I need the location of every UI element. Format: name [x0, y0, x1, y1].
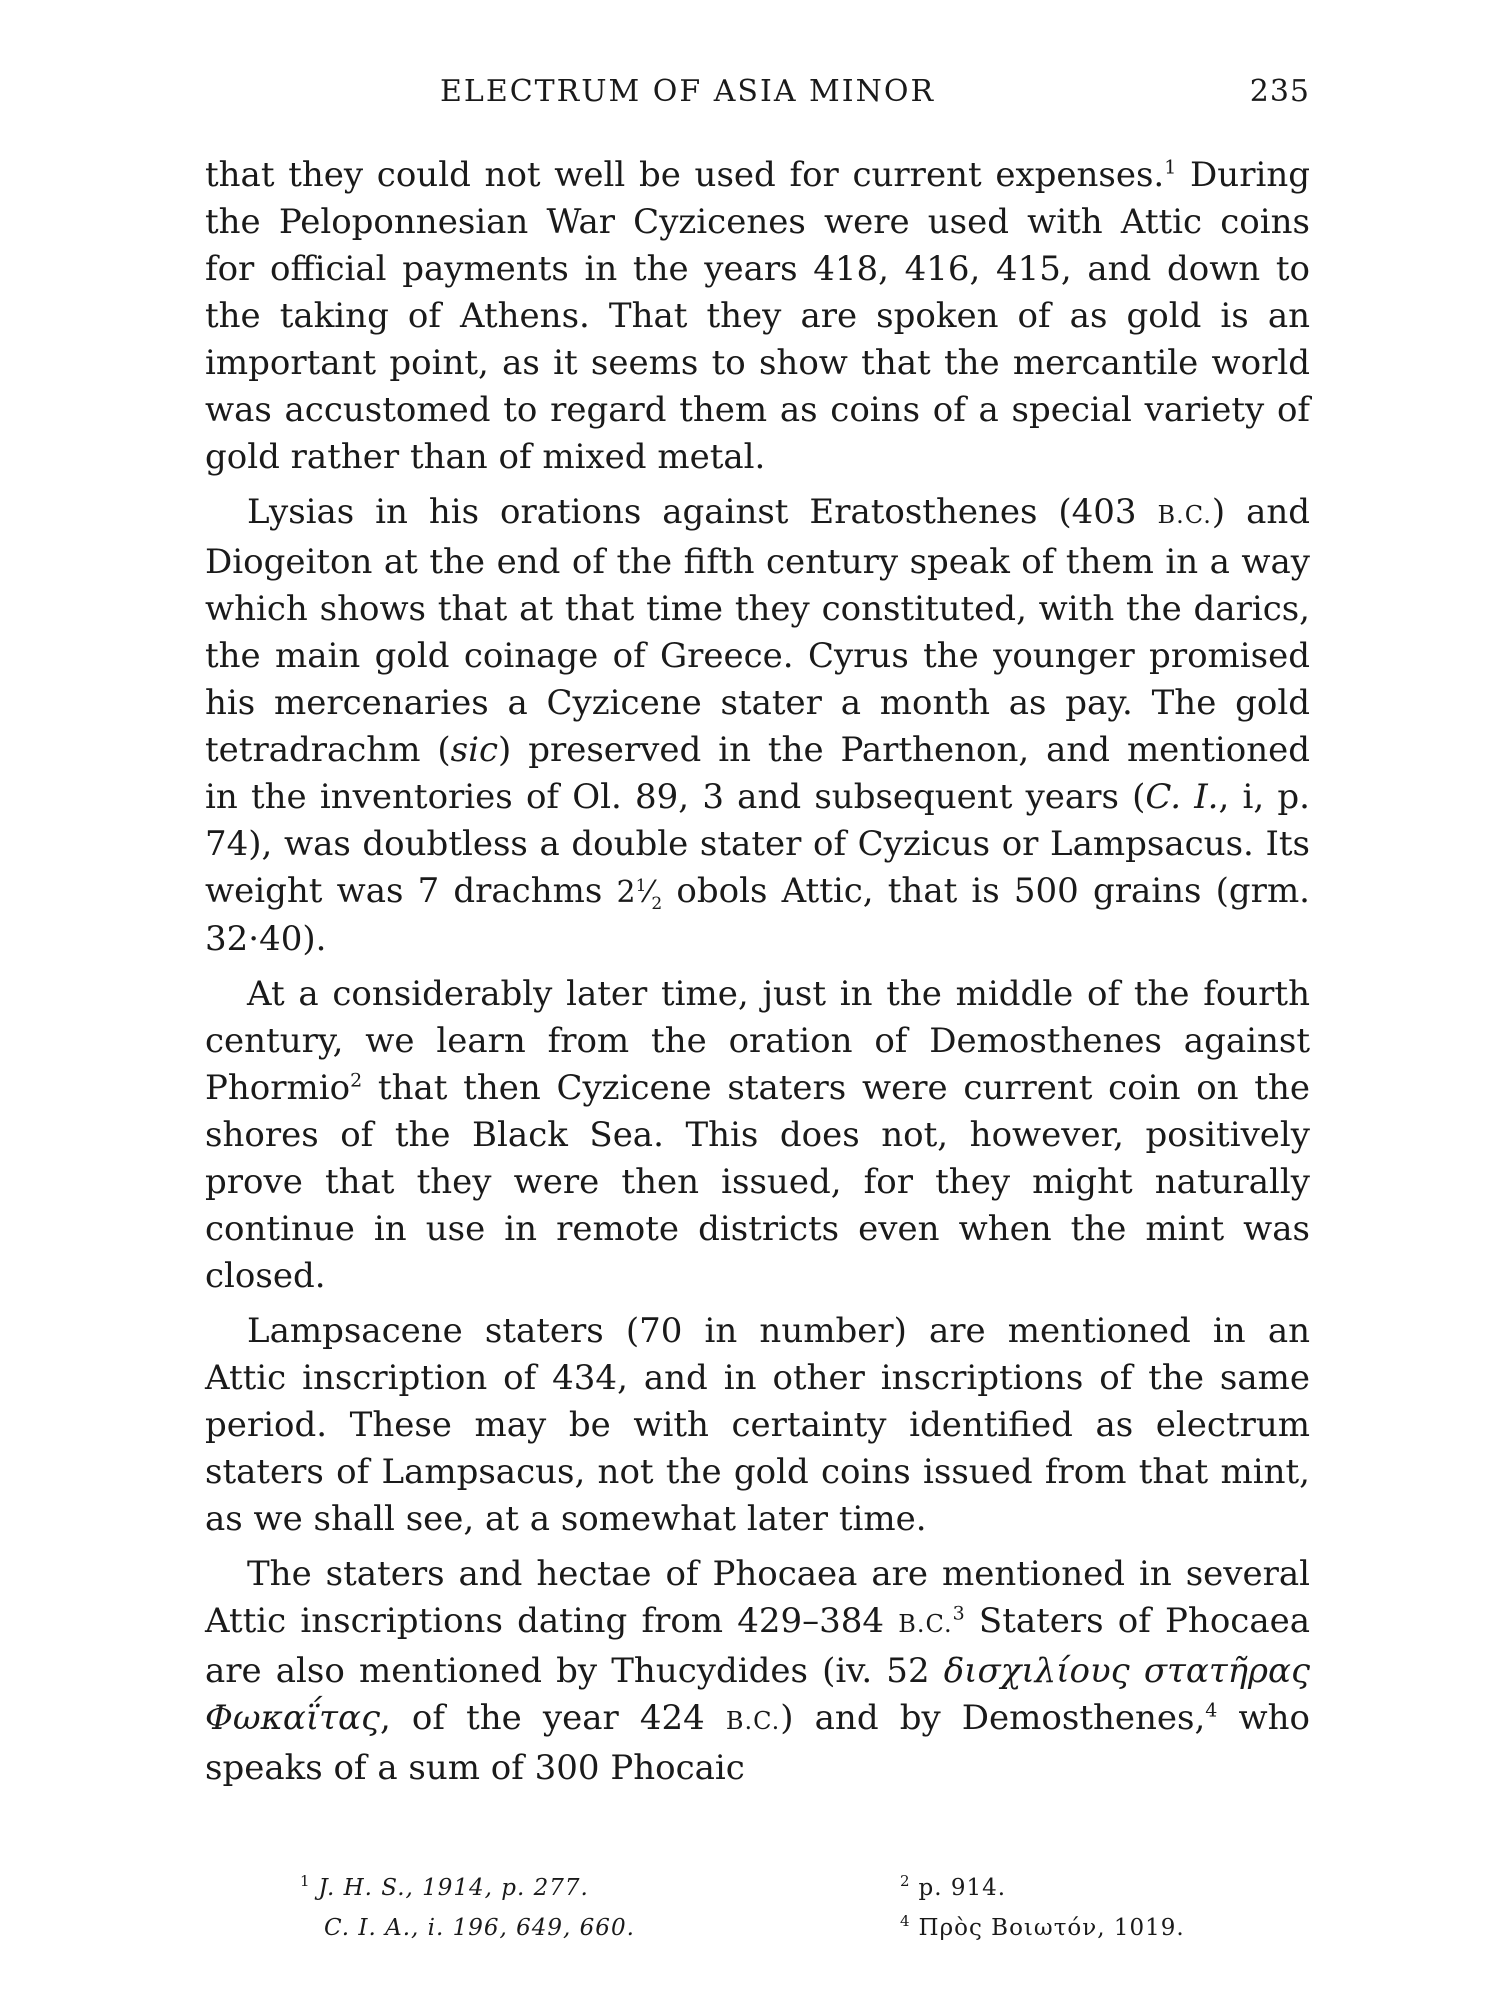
running-title: ELECTRUM OF ASIA MINOR — [440, 74, 936, 109]
small-caps-text: B.C. — [898, 1610, 953, 1638]
footnote-text: J. H. S., 1914, p. 277. — [318, 1875, 589, 1901]
fraction: $2^1⁄_2$ — [616, 875, 663, 914]
footnote-text: Πρὸς Βοιωτόν, 1019. — [918, 1915, 1185, 1941]
footnote-mark: 2 — [900, 1872, 911, 1891]
paragraph — [205, 1308, 1310, 1543]
text-run: ) and by Demosthenes, — [780, 1698, 1206, 1738]
footnotes — [300, 1868, 1280, 1948]
text-run: that they could not well be used for current expenses. — [205, 155, 1165, 195]
footnote-4 — [900, 1908, 1185, 1948]
text-run: who speaks of a sum of 300 Phocaic — [205, 1698, 1310, 1788]
text-run: ) preserved in the Parthenon, and mentioned in the inventories of Ol. 89, 3 and subsequent years ( — [205, 730, 1310, 817]
text-run: , of the year 424 — [380, 1698, 726, 1738]
footnote-reference: 3 — [952, 1602, 965, 1625]
small-caps-text: B.C. — [1157, 501, 1212, 529]
footnote-1 — [300, 1868, 589, 1908]
text-run: , i, p. 74), was doubtless a double stater of Cyzicus or Lampsacus. Its weight was 7 drachms — [205, 777, 1310, 911]
text-run: that then Cyzicene staters were current coin on the shores of the Black Sea. This does not, however, positively prove that they were then issued, for they might naturally continue in use in remote districts even when the mint was closed. — [205, 1068, 1310, 1296]
text-run: ) and Diogeiton at the end of the fifth century speak of them in a way which shows that at that time they constituted, with the darics, the main gold coinage of Greece. Cyrus the younger promised his mercenaries a Cyzicene stater a month as pay. The gold tetradrachm ( — [205, 492, 1310, 770]
footnote-text: p. 914. — [918, 1875, 1007, 1901]
footnote-1-continued — [300, 1908, 635, 1948]
paragraph — [205, 489, 1310, 963]
italic-text: C. I. — [1145, 777, 1219, 817]
book-page — [205, 70, 1310, 1800]
text-run: obols Attic, that is 500 grains (grm. 32·40). — [205, 871, 1310, 959]
running-head — [205, 70, 1310, 122]
text-run: The staters and hectae of Phocaea are mentioned in several Attic inscriptions dating from 429–384 — [205, 1554, 1310, 1641]
paragraph — [205, 971, 1310, 1300]
italic-text: δισχιλίους στατῆρας Φωκαΐτας — [205, 1651, 1310, 1738]
text-run: At a considerably later time, just in the middle of the fourth century, we learn from the oration of Demosthenes against Phormio — [205, 974, 1310, 1108]
footnote-row — [300, 1868, 1280, 1908]
paragraph — [205, 152, 1310, 481]
footnote-mark: 1 — [300, 1872, 311, 1891]
footnote-mark: 4 — [900, 1912, 911, 1931]
italic-text: sic — [450, 730, 499, 770]
text-run: Lampsacene staters (70 in number) are mentioned in an Attic inscription of 434, and in other inscriptions of the same period. These may be with certainty identified as electrum staters of Lampsacus, not the gold coins issued from that mint, as we shall see, at a somewhat later time. — [205, 1311, 1310, 1539]
body-text — [205, 152, 1310, 1792]
footnote-reference: 2 — [350, 1069, 363, 1092]
footnote-reference: 4 — [1205, 1699, 1218, 1722]
text-run: Lysias in his orations against Eratosthenes (403 — [247, 492, 1158, 532]
footnote-reference: 1 — [1164, 156, 1177, 179]
footnote-row — [300, 1908, 1280, 1948]
small-caps-text: B.C. — [725, 1707, 781, 1735]
page-number: 235 — [1249, 74, 1310, 109]
text-run: During the Peloponnesian War Cyzicenes were used with Attic coins for official payments in the years 418, 416, 415, and down to the taking of Athens. That they are spoken of as gold is an important point, as it seems to show that the mercantile world was accustomed to regard them as coins of a special variety of gold rather than of mixed metal. — [205, 155, 1310, 477]
text-run: Staters of Phocaea are also mentioned by Thucydides (iv. 52 — [205, 1601, 1310, 1691]
footnote-2 — [900, 1868, 1006, 1908]
paragraph — [205, 1551, 1310, 1792]
footnote-text: C. I. A., i. 196, 649, 660. — [324, 1915, 635, 1941]
